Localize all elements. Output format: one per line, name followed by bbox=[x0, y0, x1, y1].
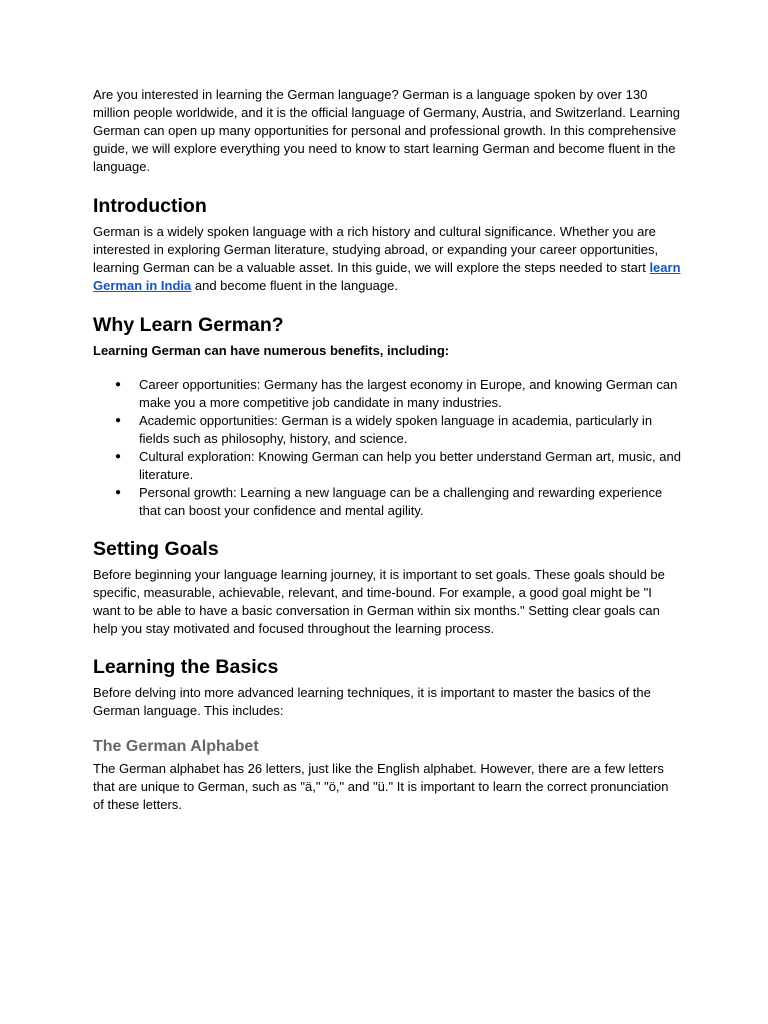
setting-goals-heading: Setting Goals bbox=[93, 538, 219, 560]
list-item-text: Academic opportunities: German is a widely spoken language in academia, particularly in fields such as philosophy, history, and science. bbox=[139, 413, 653, 446]
learning-basics-paragraph: Before delving into more advanced learning techniques, it is important to master the basics of the German language. This includes: bbox=[93, 685, 651, 718]
list-item-text: Career opportunities: Germany has the largest economy in Europe, and knowing German can make you a more competitive job candidate in many industries. bbox=[139, 377, 678, 410]
list-item bbox=[93, 412, 681, 448]
introduction-paragraph bbox=[93, 223, 681, 295]
german-alphabet-heading: The German Alphabet bbox=[93, 738, 259, 755]
bullet-icon: ● bbox=[115, 415, 122, 426]
introduction-text-before-link: German is a widely spoken language with a rich history and cultural significance. Whether you are interested in exploring German literature, studying abroad, or expanding your career opportunities, learning German can be a valuable asset. In this guide, we will explore the steps needed to start bbox=[93, 224, 659, 275]
why-learn-lead: Learning German can have numerous benefits, including: bbox=[93, 343, 450, 358]
bullet-icon: ● bbox=[115, 379, 122, 390]
german-alphabet-paragraph: The German alphabet has 26 letters, just like the English alphabet. However, there are a few letters that are unique to German, such as "ä," "ö," and "ü." It is important to learn the correct pronunciation of these letters. bbox=[93, 761, 669, 812]
introduction-text-after-link: and become fluent in the language. bbox=[191, 278, 398, 293]
why-learn-heading: Why Learn German? bbox=[93, 314, 284, 336]
list-item-text: Cultural exploration: Knowing German can help you better understand German art, music, and literature. bbox=[139, 449, 681, 482]
bullet-icon: ● bbox=[115, 487, 122, 498]
intro-paragraph: Are you interested in learning the German language? German is a language spoken by over 130 million people worldwide, and it is the official language of Germany, Austria, and Switzerland. Learning German can open up many opportunities for personal and professional growth. In this comprehensive guide, we will explore everything you need to know to start learning German and become fluent in the language. bbox=[93, 87, 681, 174]
setting-goals-paragraph: Before beginning your language learning journey, it is important to set goals. These goals should be specific, measurable, achievable, relevant, and time-bound. For example, a good goal might be "I want to be able to have a basic conversation in German within six months." Setting clear goals can help you stay motivated and focused throughout the learning process. bbox=[93, 567, 665, 636]
bullet-icon: ● bbox=[115, 451, 122, 462]
document-page bbox=[93, 86, 681, 814]
benefits-list bbox=[93, 376, 681, 520]
list-item bbox=[93, 484, 681, 520]
learning-basics-heading: Learning the Basics bbox=[93, 656, 279, 678]
list-item bbox=[93, 376, 681, 412]
list-item bbox=[93, 448, 681, 484]
learn-german-in-india-link[interactable]: learn German in India bbox=[93, 260, 681, 293]
list-item-text: Personal growth: Learning a new language can be a challenging and rewarding experience that can boost your confidence and mental agility. bbox=[139, 485, 663, 518]
introduction-heading: Introduction bbox=[93, 195, 207, 217]
